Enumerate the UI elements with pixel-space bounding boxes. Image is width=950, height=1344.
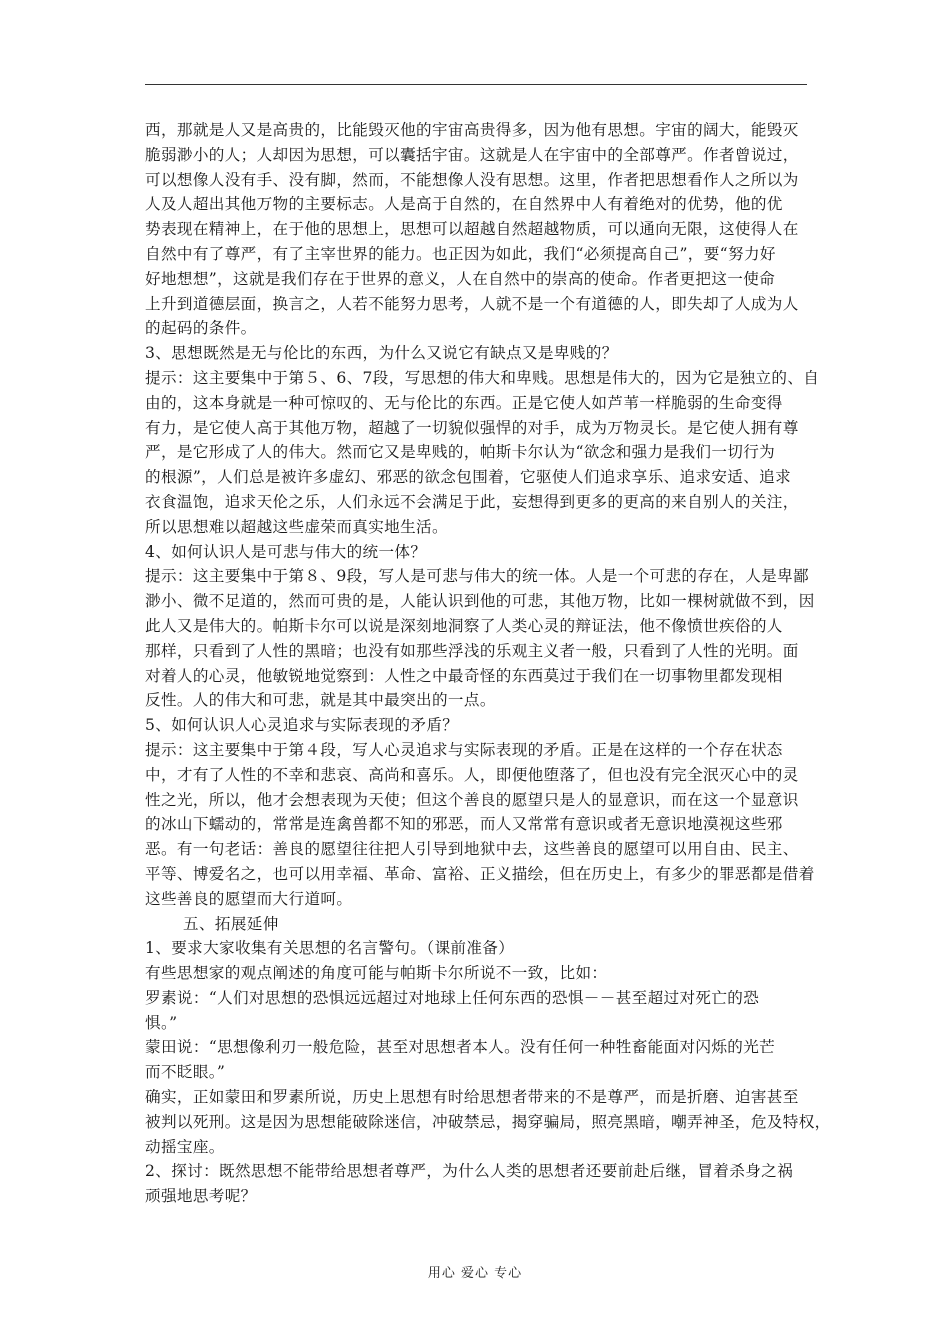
section-heading: 五、拓展延伸 (183, 914, 279, 933)
text-line: 有些思想家的观点阐述的角度可能与帕斯卡尔所说不一致，比如： (145, 964, 608, 983)
text-line: 动摇宝座。 (145, 1137, 225, 1156)
text-line: 的起码的条件。 (145, 319, 257, 338)
text-line: 提示：这主要集中于第８、9段，写人是可悲与伟大的统一体。人是一个可悲的存在，人是卑鄙 (145, 567, 809, 586)
text-line: 所以思想难以超越这些虚荣而真实地生活。 (145, 517, 448, 536)
text-line: 人及人超出其他万物的主要标志。人是高于自然的，在自然界中人有着绝对的优势，他的优 (145, 195, 783, 214)
document-body (145, 118, 831, 1209)
text-line: 自然中有了尊严，有了主宰世界的能力。也正因为如此，我们“必须提高自己”，要“努力好 (145, 244, 776, 263)
text-line: 的冰山下蠕动的，常常是连禽兽都不知的邪恶，而人又常常有意识或者无意识地漠视这些邪 (145, 815, 783, 834)
text-line: 顽强地思考呢？ (145, 1187, 257, 1206)
text-line: 势表现在精神上，在于他的思想上，思想可以超越自然超越物质，可以通向无限，这使得人在 (145, 220, 799, 239)
text-line: 对着人的心灵，他敏锐地觉察到：人性之中最奇怪的东西莫过于我们在一切事物里都发现相 (145, 666, 783, 685)
text-line: 由的，这本身就是一种可惊叹的、无与伦比的东西。正是它使人如芦苇一样脆弱的生命变得 (145, 393, 783, 412)
text-line: 脆弱渺小的人；人却因为思想，可以囊括宇宙。这就是人在宇宙中的全部尊严。作者曾说过， (145, 145, 799, 164)
text-line: 中，才有了人性的不幸和悲哀、高尚和喜乐。人，即便他堕落了，但也没有完全泯灭心中的灵 (145, 765, 799, 784)
quote-line: 惧。” (145, 1013, 178, 1032)
text-line: 有力，是它使人高于其他万物，超越了一切貌似强悍的对手，成为万物灵长。是它使人拥有尊 (145, 418, 799, 437)
text-line: 反性。人的伟大和可悲，就是其中最突出的一点。 (145, 691, 496, 710)
question-heading: 3、思想既然是无与伦比的东西，为什么又说它有缺点又是卑贱的？ (145, 344, 618, 363)
question-heading: 5、如何认识人心灵追求与实际表现的矛盾？ (145, 716, 459, 735)
text-line: 提示：这主要集中于第４段，写人心灵追求与实际表现的矛盾。正是在这样的一个存在状态 (145, 740, 783, 759)
text-line: 可以想像人没有手、没有脚，然而，不能想像人没有思想。这里，作者把思想看作人之所以为 (145, 170, 799, 189)
text-line: 那样，只看到了人性的黑暗；也没有如那些浮浅的乐观主义者一般，只看到了人性的光明。面 (145, 641, 799, 660)
quote-line: 罗素说：“人们对思想的恐惧远远超过对地球上任何东西的恐惧－－甚至超过对死亡的恐 (145, 988, 760, 1007)
text-line: 被判以死刑。这是因为思想能破除迷信，冲破禁忌，揭穿骗局，照亮黑暗，嘲弄神圣，危及特权， (145, 1112, 831, 1131)
text-line: 提示：这主要集中于第５、6、7段，写思想的伟大和卑贱。思想是伟大的，因为它是独立的、自 (145, 368, 820, 387)
text-line: 西，那就是人又是高贵的，比能毁灭他的宇宙高贵得多，因为他有思想。宇宙的阔大，能毁灭 (145, 121, 799, 139)
text-line: 严，是它形成了人的伟大。然而它又是卑贱的，帕斯卡尔认为“欲念和强力是我们一切行为 (145, 443, 776, 462)
text-line: 的根源”，人们总是被许多虚幻、邪恶的欲念包围着，它驱使人们追求享乐、追求安适、追求 (145, 468, 792, 487)
quote-line: 蒙田说：“思想像利刃一般危险，甚至对思想者本人。没有任何一种牲畜能面对闪烁的光芒 (145, 1038, 776, 1057)
text-line: 性之光，所以，他才会想表现为天使；但这个善良的愿望只是人的显意识，而在这一个显意识 (145, 790, 799, 809)
text-line: 平等、博爱名之，也可以用幸福、革命、富裕、正义描绘，但在历史上，有多少的罪恶都是借着 (145, 864, 815, 883)
text-line: 渺小、微不足道的，然而可贵的是，人能认识到他的可悲，其他万物，比如一棵树就做不到，因 (145, 592, 815, 611)
page-footer: 用心 爱心 专心 (427, 1266, 523, 1281)
question-heading: 1、要求大家收集有关思想的名言警句。（课前准备） (145, 939, 515, 958)
question-heading: 2、探讨：既然思想不能带给思想者尊严，为什么人类的思想者还要前赴后继，冒着杀身之祸 (145, 1162, 794, 1181)
text-line: 上升到道德层面，换言之，人若不能努力思考，人就不是一个有道德的人，即失却了人成为人 (145, 294, 799, 313)
text-line: 此人又是伟大的。帕斯卡尔可以说是深刻地洞察了人类心灵的辩证法，他不像愤世疾俗的人 (145, 616, 783, 635)
quote-line: 而不眨眼。” (145, 1063, 226, 1082)
text-line: 衣食温饱，追求天伦之乐，人们永远不会满足于此，妄想得到更多的更高的来自别人的关注， (145, 492, 799, 511)
question-heading: 4、如何认识人是可悲与伟大的统一体？ (145, 542, 427, 561)
text-line: 这些善良的愿望而大行道呵。 (145, 889, 353, 908)
text-line: 确实，正如蒙田和罗素所说，历史上思想有时给思想者带来的不是尊严，而是折磨、迫害甚至 (145, 1088, 799, 1107)
header-rule (145, 84, 807, 85)
text-line: 好地想想”，这就是我们存在于世界的意义，人在自然中的崇高的使命。作者更把这一使命 (145, 269, 776, 288)
text-line: 恶。有一句老话：善良的愿望往往把人引导到地狱中去，这些善良的愿望可以用自由、民主、 (145, 840, 799, 859)
